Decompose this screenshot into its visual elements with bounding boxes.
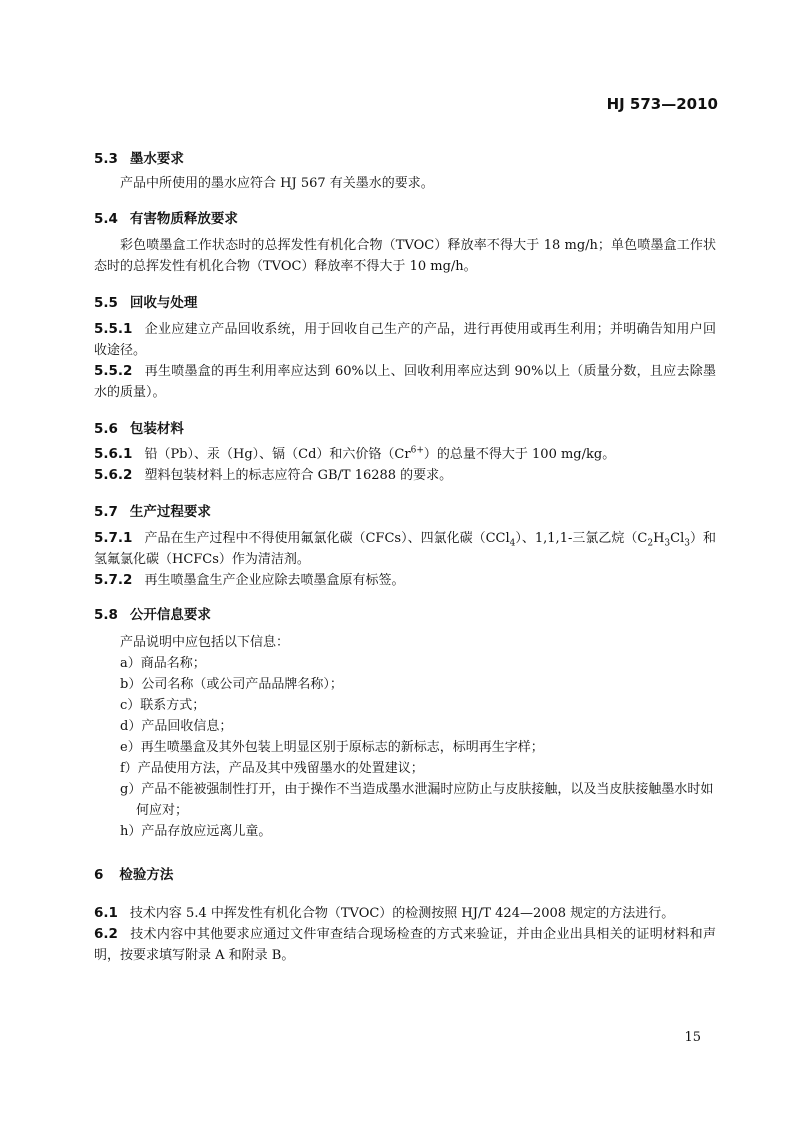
section-title: 包装材料: [129, 421, 184, 437]
clause-text: 再生喷墨盒的再生利用率应达到 60%以上、回收利用率应达到 90%以上（质量分数，且应去除墨水的质量）。: [94, 364, 716, 400]
subscript: 4: [509, 538, 516, 549]
clause-number: 6.1: [94, 905, 118, 921]
section-title: 回收与处理: [129, 295, 198, 311]
document-code: HJ 573—2010: [606, 95, 718, 113]
section-title: 生产过程要求: [129, 504, 211, 520]
page-number: 15: [684, 1030, 701, 1045]
section-number: 5.5: [94, 295, 118, 311]
list-item: h）产品存放应远离儿童。: [120, 824, 272, 839]
list-item: e）再生喷墨盒及其外包装上明显区别于原标志的新标志，标明再生字样；: [120, 740, 544, 755]
clause-5-5-2: [94, 361, 716, 403]
subscript: 3: [684, 538, 690, 549]
clause-5-6-2: [94, 465, 716, 486]
section-number: 5.3: [94, 151, 118, 167]
section-number: 5.7: [94, 504, 118, 520]
clause-text: 产品在生产过程中不得使用氟氯化碳（CFCs）、四氯化碳（CCl: [144, 531, 510, 546]
clause-5-7-2: [94, 570, 716, 591]
list-item: c）联系方式；: [120, 698, 206, 713]
section-number: 5.4: [94, 211, 118, 227]
info-list: [120, 632, 716, 842]
clause-text: 再生喷墨盒生产企业应除去喷墨盒原有标签。: [144, 573, 405, 588]
subscript: 2: [647, 538, 654, 549]
section-heading-5-3: [94, 147, 184, 167]
section-number: 6: [94, 867, 104, 883]
clause-text: 塑料包装材料上的标志应符合 GB/T 16288 的要求。: [144, 468, 453, 483]
paragraph: 产品中所使用的墨水应符合 HJ 567 有关墨水的要求。: [120, 176, 434, 191]
clause-text: H: [653, 531, 665, 546]
section-title: 公开信息要求: [129, 607, 211, 623]
clause-6-1: [94, 903, 716, 924]
clause-5-5-1: [94, 319, 716, 361]
clause-text: 技术内容 5.4 中挥发性有机化合物（TVOC）的检测按照 HJ/T 424—2008 规定的方法进行。: [129, 906, 675, 921]
section-heading-5-5: [94, 291, 197, 311]
section-heading-6: [94, 863, 173, 883]
clause-number: 5.6.1: [94, 446, 133, 462]
clause-number: 5.7.2: [94, 572, 133, 588]
section-title: 有害物质释放要求: [129, 211, 238, 227]
clause-text: 铅（Pb）、汞（Hg）、镉（Cd）和六价铬（Cr: [144, 447, 411, 462]
clause-number: 6.2: [94, 926, 118, 942]
section-title: 墨水要求: [129, 151, 184, 167]
section-number: 5.6: [94, 421, 118, 437]
section-heading-5-4: [94, 207, 238, 227]
list-item: g）产品不能被强制性打开，由于操作不当造成墨水泄漏时应防止与皮肤接触，以及当皮肤接触墨水时如何应对；: [120, 782, 714, 818]
clause-5-7-1: [94, 528, 716, 570]
clause-text: ）、1,1,1-三氯乙烷（C: [515, 531, 648, 546]
list-intro: 产品说明中应包括以下信息：: [120, 635, 290, 650]
clause-text: 企业应建立产品回收系统，用于回收自己生产的产品，进行再使用或再生利用；并明确告知用户回收途径。: [94, 322, 716, 358]
superscript: 6+: [410, 445, 424, 456]
list-item: b）公司名称（或公司产品品牌名称）；: [120, 677, 343, 692]
clause-text: Cl: [670, 531, 685, 546]
clause-text: ）的总量不得大于 100 mg/kg。: [423, 447, 616, 462]
list-item: a）商品名称；: [120, 656, 206, 671]
section-heading-5-6: [94, 417, 184, 437]
clause-number: 5.5.2: [94, 363, 133, 379]
list-item: d）产品回收信息；: [120, 719, 233, 734]
paragraph: 彩色喷墨盒工作状态时的总挥发性有机化合物（TVOC）释放率不得大于 18 mg/h；单色喷墨盒工作状态时的总挥发性有机化合物（TVOC）释放率不得大于 10 mg/h。: [94, 238, 716, 274]
section-title: 检验方法: [119, 867, 174, 883]
clause-number: 5.7.1: [94, 530, 133, 546]
list-item: f）产品使用方法，产品及其中残留墨水的处置建议；: [120, 761, 424, 776]
clause-6-2: [94, 924, 716, 966]
clause-number: 5.6.2: [94, 467, 133, 483]
clause-5-6-1: [94, 444, 716, 465]
clause-text: ）和氢氟氯化碳（HCFCs）作为清洁剂。: [94, 531, 716, 567]
section-number: 5.8: [94, 607, 118, 623]
subscript: 3: [664, 538, 671, 549]
section-heading-5-7: [94, 500, 211, 520]
clause-text: 技术内容中其他要求应通过文件审查结合现场检查的方式来验证，并由企业出具相关的证明材料和声明，按要求填写附录 A 和附录 B。: [94, 927, 716, 963]
clause-number: 5.5.1: [94, 321, 133, 337]
section-heading-5-8: [94, 603, 211, 623]
